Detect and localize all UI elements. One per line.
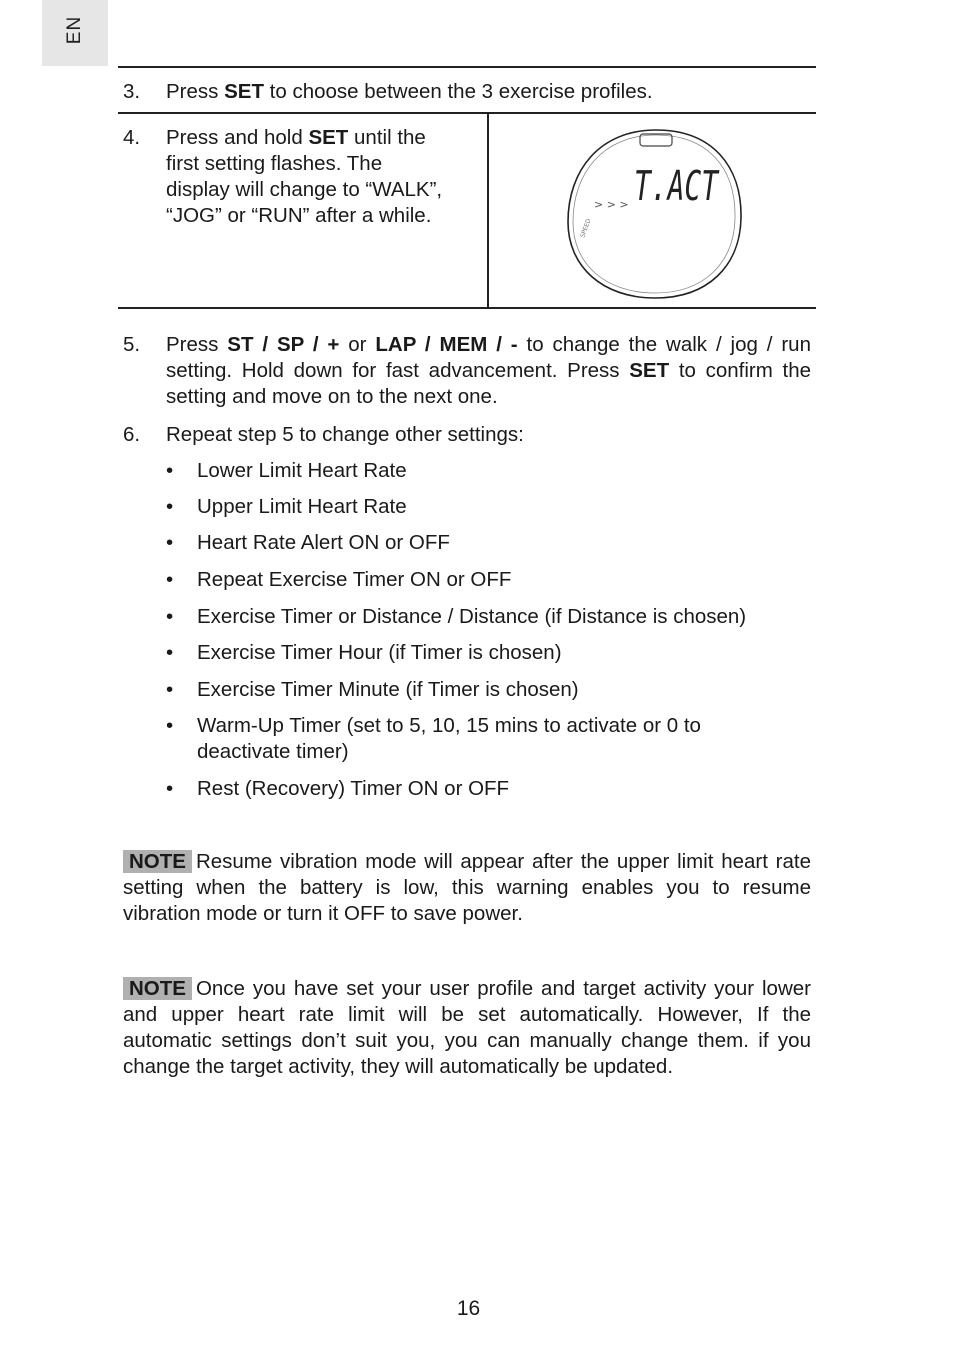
language-label: EN — [64, 15, 85, 45]
list-item: Repeat Exercise Timer ON or OFF — [197, 568, 512, 591]
list-item: Exercise Timer Minute (if Timer is chosen) — [197, 678, 579, 701]
bullet-marker: • — [166, 678, 174, 701]
step-5-number: 5. — [123, 333, 141, 356]
bullet-marker: • — [166, 605, 174, 628]
table-rule-top — [118, 112, 816, 114]
bullet-marker: • — [166, 568, 174, 591]
table-divider — [487, 114, 489, 307]
note-battery: NOTE Resume vibration mode will appear after the upper limit heart rate setting when the battery is low, this warning enables you to resume vibration mode or turn it OFF to save power. — [123, 850, 811, 925]
bullet-marker: • — [166, 641, 174, 664]
bullet-marker: • — [166, 495, 174, 518]
top-rule — [118, 66, 816, 68]
speed-arrows: > > > — [594, 198, 629, 211]
step-6-text: Repeat step 5 to change other settings: — [166, 423, 524, 446]
step-5-text: Press ST / SP / + or LAP / MEM / - to change the walk / jog / run setting. Hold down for fast advancement. Press SET to confirm the setting and move on to the next one. — [166, 333, 811, 408]
display-main-text: T.ACT — [634, 162, 720, 210]
list-item: Exercise Timer Hour (if Timer is chosen) — [197, 641, 562, 664]
step-3-text: Press SET to choose between the 3 exercise profiles. — [166, 80, 653, 103]
step-6-number: 6. — [123, 423, 141, 446]
step-4-number: 4. — [123, 126, 141, 149]
bullet-marker: • — [166, 531, 174, 554]
table-rule-bottom — [118, 307, 816, 309]
list-item: Exercise Timer or Distance / Distance (if Distance is chosen) — [197, 605, 747, 628]
watch-display-illustration — [562, 126, 748, 304]
bullet-marker: • — [166, 459, 174, 482]
note-auto-settings: NOTE Once you have set your user profile and target activity your lower and upper heart rate limit will be set automatically. However, If the automatic settings don’t suit you, you can manually change them. if you change the target activity, they will automatically be updated. — [123, 977, 811, 1078]
list-item: Lower Limit Heart Rate — [197, 459, 407, 482]
list-item: Upper Limit Heart Rate — [197, 495, 407, 518]
note-badge: NOTE — [123, 850, 192, 873]
list-item: Heart Rate Alert ON or OFF — [197, 531, 450, 554]
language-tab — [42, 0, 108, 66]
list-item: Warm-Up Timer (set to 5, 10, 15 mins to activate or 0 to deactivate timer) — [197, 714, 701, 763]
page-number: 16 — [456, 1297, 481, 1320]
bullet-marker: • — [166, 714, 174, 737]
step-3-number: 3. — [123, 80, 141, 103]
speed-label: SPEED — [579, 217, 593, 239]
note-badge: NOTE — [123, 977, 192, 1000]
list-item: Rest (Recovery) Timer ON or OFF — [197, 777, 510, 800]
bullet-marker: • — [166, 777, 174, 800]
step-4-text: Press and hold SET until the first setting flashes. The display will change to “WALK”, “JOG” or “RUN” after a while. — [166, 126, 443, 227]
